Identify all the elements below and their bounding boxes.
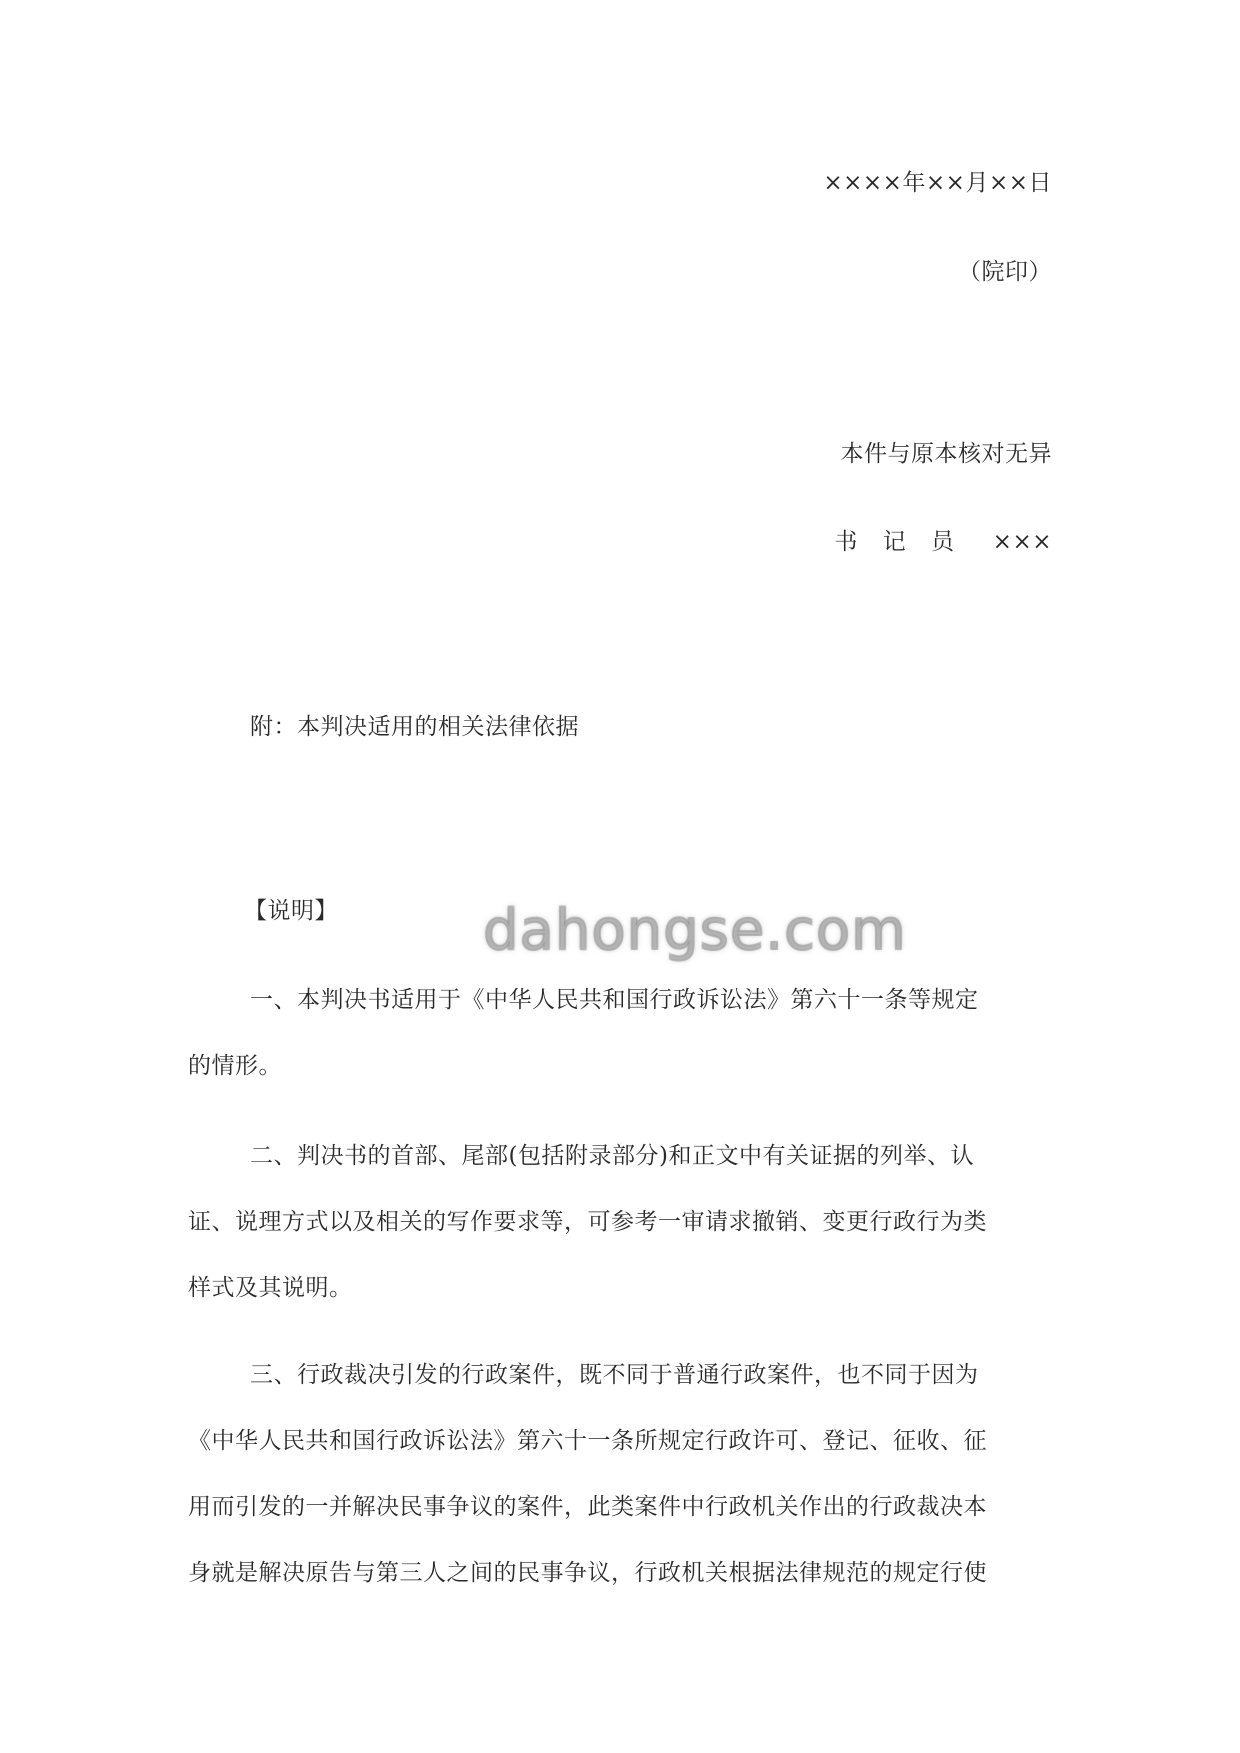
clerk-title: 书 记 员 bbox=[834, 529, 964, 555]
appendix-line: 附：本判决适用的相关法律依据 bbox=[250, 714, 579, 740]
paragraph-line: 证、说理方式以及相关的写作要求等，可参考一审请求撤销、变更行政行为类 bbox=[188, 1209, 987, 1235]
paragraph-line: 身就是解决原告与第三人之间的民事争议，行政机关根据法律规范的规定行使 bbox=[188, 1560, 987, 1586]
paragraph-line: 用而引发的一并解决民事争议的案件，此类案件中行政机关作出的行政裁决本 bbox=[188, 1494, 987, 1520]
clerk-signature bbox=[834, 527, 1052, 557]
verification-note: 本件与原本核对无异 bbox=[840, 441, 1052, 467]
explanation-paragraph-3 bbox=[188, 1360, 1054, 1588]
paragraph-line: 样式及其说明。 bbox=[188, 1275, 353, 1301]
paragraph-line: 一、本判决书适用于《中华人民共和国行政诉讼法》第六十一条等规定 bbox=[250, 987, 979, 1013]
date-line: ××××年××月××日 bbox=[823, 170, 1052, 196]
explanation-heading: 【说明】 bbox=[244, 898, 338, 924]
site-watermark: dahongse.com bbox=[483, 898, 907, 963]
paragraph-line: 的情形。 bbox=[188, 1053, 282, 1079]
explanation-paragraph-2 bbox=[188, 1141, 1054, 1303]
paragraph-line: 二、判决书的首部、尾部(包括附录部分)和正文中有关证据的列举、认 bbox=[250, 1143, 974, 1169]
explanation-paragraph-1 bbox=[188, 985, 1054, 1081]
clerk-name: ××× bbox=[992, 529, 1052, 555]
paragraph-line: 《中华人民共和国行政诉讼法》第六十一条所规定行政许可、登记、征收、征 bbox=[188, 1428, 987, 1454]
court-seal-label: （院印） bbox=[958, 259, 1052, 285]
paragraph-line: 三、行政裁决引发的行政案件，既不同于普通行政案件，也不同于因为 bbox=[250, 1362, 979, 1388]
